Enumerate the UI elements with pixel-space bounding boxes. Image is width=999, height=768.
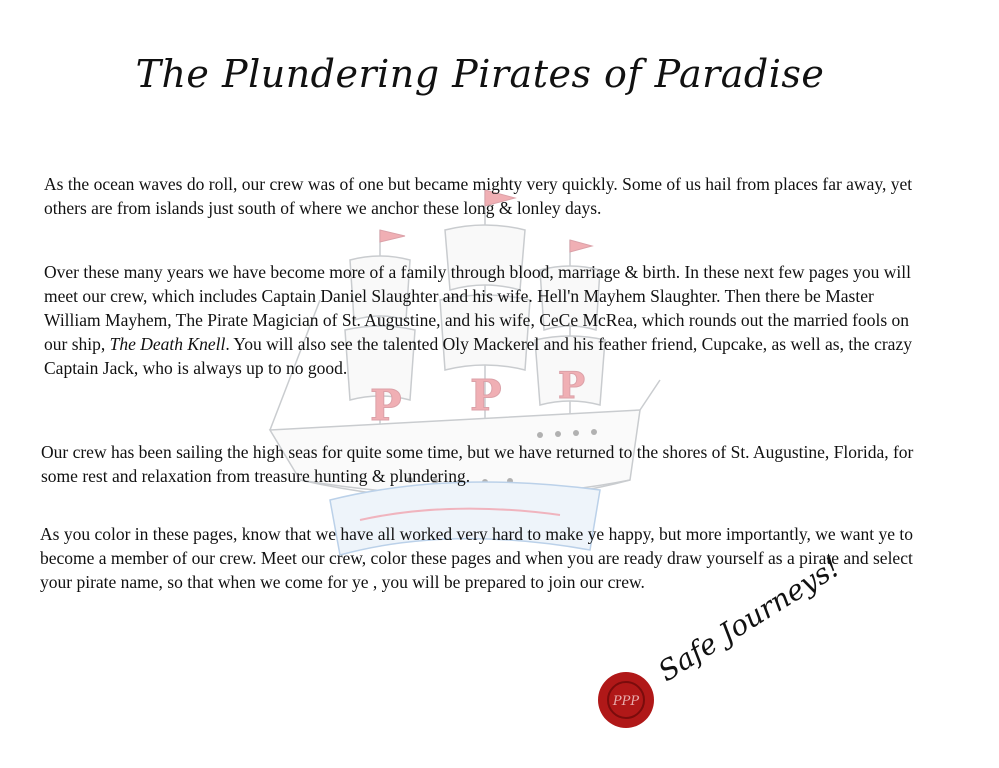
page-title: The Plundering Pirates of Paradise [135, 52, 825, 96]
crew-paragraph [44, 260, 924, 380]
crew-paragraph-text-before: Over these many years we have become more of a family through blood, marriage & birth. In these next few pages you will meet our crew, which includes Captain Daniel Slaughter and his wife. Hell'n Mayhem Slaughter. Then there be Master William Mayhem, The Pirate Magician of St. Augustine, and his wife, CeCe McRea, which rounds out the married fools on our ship, [44, 262, 911, 354]
ship-name: The Death Knell [109, 334, 226, 354]
intro-paragraph: As the ocean waves do roll, our crew was of one but became mighty very quickly. Some of us hail from places far away, yet others are from islands just south of where we anchor these long & lonley days. [44, 174, 913, 218]
seal-monogram: PPP [612, 694, 640, 709]
wax-seal-icon [596, 670, 656, 730]
signoff: Safe Journeys! [652, 550, 846, 688]
invitation-paragraph: As you color in these pages, know that we have all worked very hard to make ye happy, but more importantly, we want ye to become a member of our crew. Meet our crew, color these pages and when you are ready draw yourself as a pirate and select your pirate name, so that when we come for ye , you will be prepared to join our crew. [40, 524, 913, 592]
svg-text:P: P [470, 371, 502, 420]
svg-text:P: P [370, 381, 402, 430]
crew-paragraph-text-after: . You will also see the talented Oly Mackerel and his feather friend, Cupcake, as well as, the crazy Captain Jack, who is always up to no good. [44, 334, 912, 378]
svg-text:P: P [558, 365, 586, 407]
return-paragraph: Our crew has been sailing the high seas for quite some time, but we have returned to the shores of St. Augustine, Florida, for some rest and relaxation from treasure hunting & plundering. [41, 442, 914, 486]
